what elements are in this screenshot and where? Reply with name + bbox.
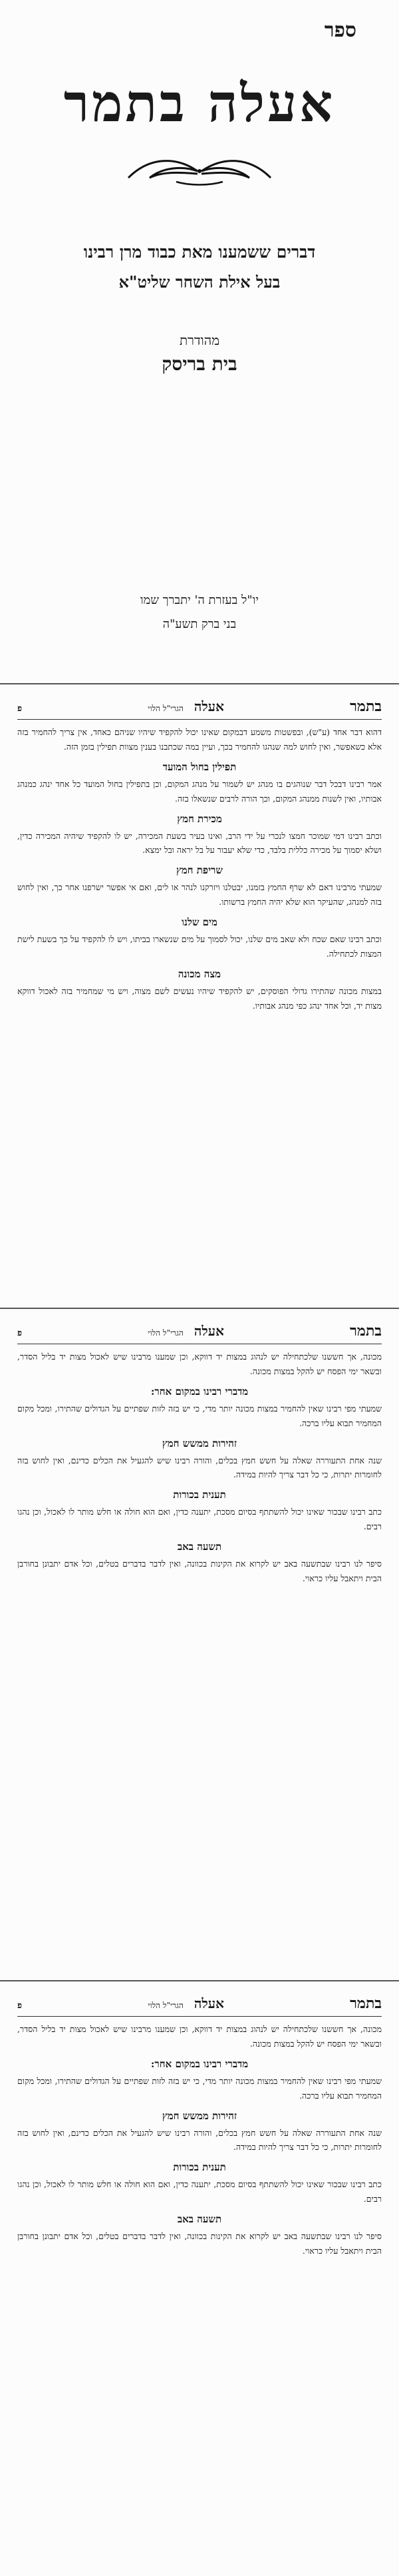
header-book-title: בתמר [350,1322,382,1340]
header-book-title: בתמר [350,1995,382,2012]
section-body: וכתב רבינו דמי שמוכר חמצו לנכרי על ידי הרב, ואינו בעיר בשעת המכירה, יש לו להקפיד שיהיה המכירה כדין, ושלא יסמוך על מכירה כללית בלבד, כדי שלא יעבור על בל יראה ובל ימצא. [17,830,382,856]
footer-line-1: יו"ל בעזרת ה' יתברך שמו [140,593,259,607]
page-number: פ [17,704,23,714]
section-body: שמעתי מפי רבינו שאין להחמיר במצות מכונה יותר מדי, כי יש בזה לזות שפתיים על הגדולים שהתירו, ומכל מקום המחמיר תבוא עליו ברכה. [17,2075,382,2101]
page-header [17,1322,382,1344]
book-subtitle-2: בעל אילת השחר שליט"א [118,272,281,292]
section [17,1489,382,1534]
section-body: סיפר לנו רבינו שבתשעה באב יש לקרוא את הקינות בכוונה, ואין לדבר בדברים בטלים, וכל אדם יתבונן בחורבן הבית ויתאבל עליו כראוי. [17,1559,382,1583]
section [17,1437,382,1483]
header-book-name: אעלה [194,1323,224,1339]
section-title: תפילין בחול המועד [162,760,237,773]
section-body: כתב רבינו שבכור שאינו יכול להשתתף בסיום מסכת, יתענה כדין, ואם הוא חולה או חלש מותר לו לאכול, וכן נהגו רבים. [17,2179,382,2204]
section-body: וכתב רבינו שאם שכח ולא שאב מים שלנו, יכול לסמוך על מים שנשארו בביתו, ויש לו להקפיד על כך בשעת לישת המצות לכתחילה. [17,934,382,959]
section-title: תענית בכורות [173,2161,226,2174]
page-number: פ [17,2001,23,2011]
header-author: הגרי"ל הלוי [148,2001,184,2010]
section [17,1541,382,1586]
section-body: שמעתי מרבינו דאם לא שרף החמץ בזמנו, יבטלנו ויזרקנו לנהר או לים, ואם אי אפשר ישרפנו אחר כך, ואין לחוש בזה למנהג, שהעיקר הוא שלא יהיה החמץ ברשותו. [17,882,382,907]
section-title: שריפת חמץ [176,864,223,877]
header-book-name: אעלה [194,1995,224,2011]
section [17,1386,382,1431]
section-title: מכירת חמץ [177,812,222,825]
footer-line-2: בני ברק תשע"ה [162,617,237,631]
intro-paragraph: מכונה, אך חששנו שלכתחילה יש לנהוג במצות יד דווקא, וכן שמענו מרבינו שיש לאכול מצות יד בליל הסדר, ובשאר ימי הפסח יש להקל במצות מכונה. [17,1352,382,1376]
section [17,761,382,806]
book-label: ספר [324,19,356,42]
title-footer [0,589,399,637]
section-title: מים שלנו [182,916,217,928]
section-body: כתב רבינו שבכור שאינו יכול להשתתף בסיום מסכת, יתענה כדין, ואם הוא חולה או חלש מותר לו לאכול, וכן נהגו רבים. [17,1507,382,1532]
header-book-name: אעלה [194,698,224,714]
title-page [0,0,399,683]
section-title: תענית בכורות [173,1489,226,1501]
page-number: פ [17,1328,23,1338]
section-title: מדברי רבינו במקום אחר: [150,2057,249,2070]
flourish-ornament [123,151,276,190]
intro-paragraph: מכונה, אך חששנו שלכתחילה יש לנהוג במצות יד דווקא, וכן שמענו מרבינו שיש לאכול מצות יד בליל הסדר, ובשאר ימי הפסח יש להקל במצות מכונה. [17,2024,382,2049]
edition-label: מהודרת [179,332,220,348]
header-author: הגרי"ל הלוי [148,704,184,713]
intro-paragraph: דהוא דבר אחד (ע"ש), ובפשטות משמע דבמקום שאינו יכול להקפיד שיהיו שניהם כאחד, אין צריך להחמיר בזה אלא כשאפשר, ואין לחוש למה שנהגו להחמיר בכך, ועיין במה שכתבנו בענין מצוות תפילין בזמן הזה. [17,727,382,752]
section-body: סיפר לנו רבינו שבתשעה באב יש לקרוא את הקינות בכוונה, ואין לדבר בדברים בטלים, וכל אדם יתבונן בחורבן הבית ויתאבל עליו כראוי. [17,2231,382,2256]
section [17,864,382,909]
section-title: מצה מכונה [178,967,221,980]
page-header [17,698,382,720]
section [17,968,382,1013]
section [17,813,382,858]
text-page-2 [0,1308,399,1980]
section-body: שנה אחת התעוררה שאלה על חשש חמץ בכלים, והורה רבינו שיש להגעיל את הכלים כדינם, ואין לחוש בזה לחומרות יתרות, כי כל דבר צריך להיות במידה. [17,1455,382,1480]
section-body: אמר רבינו דבכל דבר שנוהגים בו מנהג יש לשמור על מנהג המקום, וכן בתפילין בחול המועד כל אחד ינהג כמנהג אבותיו, ואין לשנות ממנהג המקום, וכך הורה לרבים שנשאלו בזה. [17,778,382,804]
text-page-1 [0,683,399,1308]
book-subtitle: דברים ששמענו מאת כבוד מרן רבינו [83,242,316,262]
section-title: תשעה באב [177,1541,222,1553]
book-title: אעלה בתמר [63,73,336,134]
section-body: שמעתי מפי רבינו שאין להחמיר במצות מכונה יותר מדי, כי יש בזה לזות שפתיים על הגדולים שהתירו, ומכל מקום המחמיר תבוא עליו ברכה. [17,1403,382,1428]
section [17,916,382,961]
section-title: זהירות ממשש חמץ [162,2109,237,2122]
header-book-title: בתמר [350,698,382,715]
header-author: הגרי"ל הלוי [148,1328,184,1338]
section-title: מדברי רבינו במקום אחר: [150,1385,249,1398]
section-title: תשעה באב [177,2213,222,2225]
page-header [17,1995,382,2017]
section [17,2161,382,2206]
publisher-name: בית בריסק [162,353,237,375]
section-body: שנה אחת התעוררה שאלה על חשש חמץ בכלים, והורה רבינו שיש להגעיל את הכלים כדינם, ואין לחוש בזה לחומרות יתרות, כי כל דבר צריך להיות במידה. [17,2127,382,2153]
section [17,2058,382,2103]
text-page-3 [0,1980,399,2576]
section [17,2213,382,2258]
section-body: במצות מכונה שהתירו גדולי הפוסקים, יש להקפיד שיהיו נעשים לשם מצוה, ויש מי שמחמיר בזה לאכול דווקא מצות יד, וכל אחד ינהג כפי מנהג אבותיו. [17,985,382,1011]
section [17,2110,382,2155]
section-title: זהירות ממשש חמץ [162,1437,237,1449]
